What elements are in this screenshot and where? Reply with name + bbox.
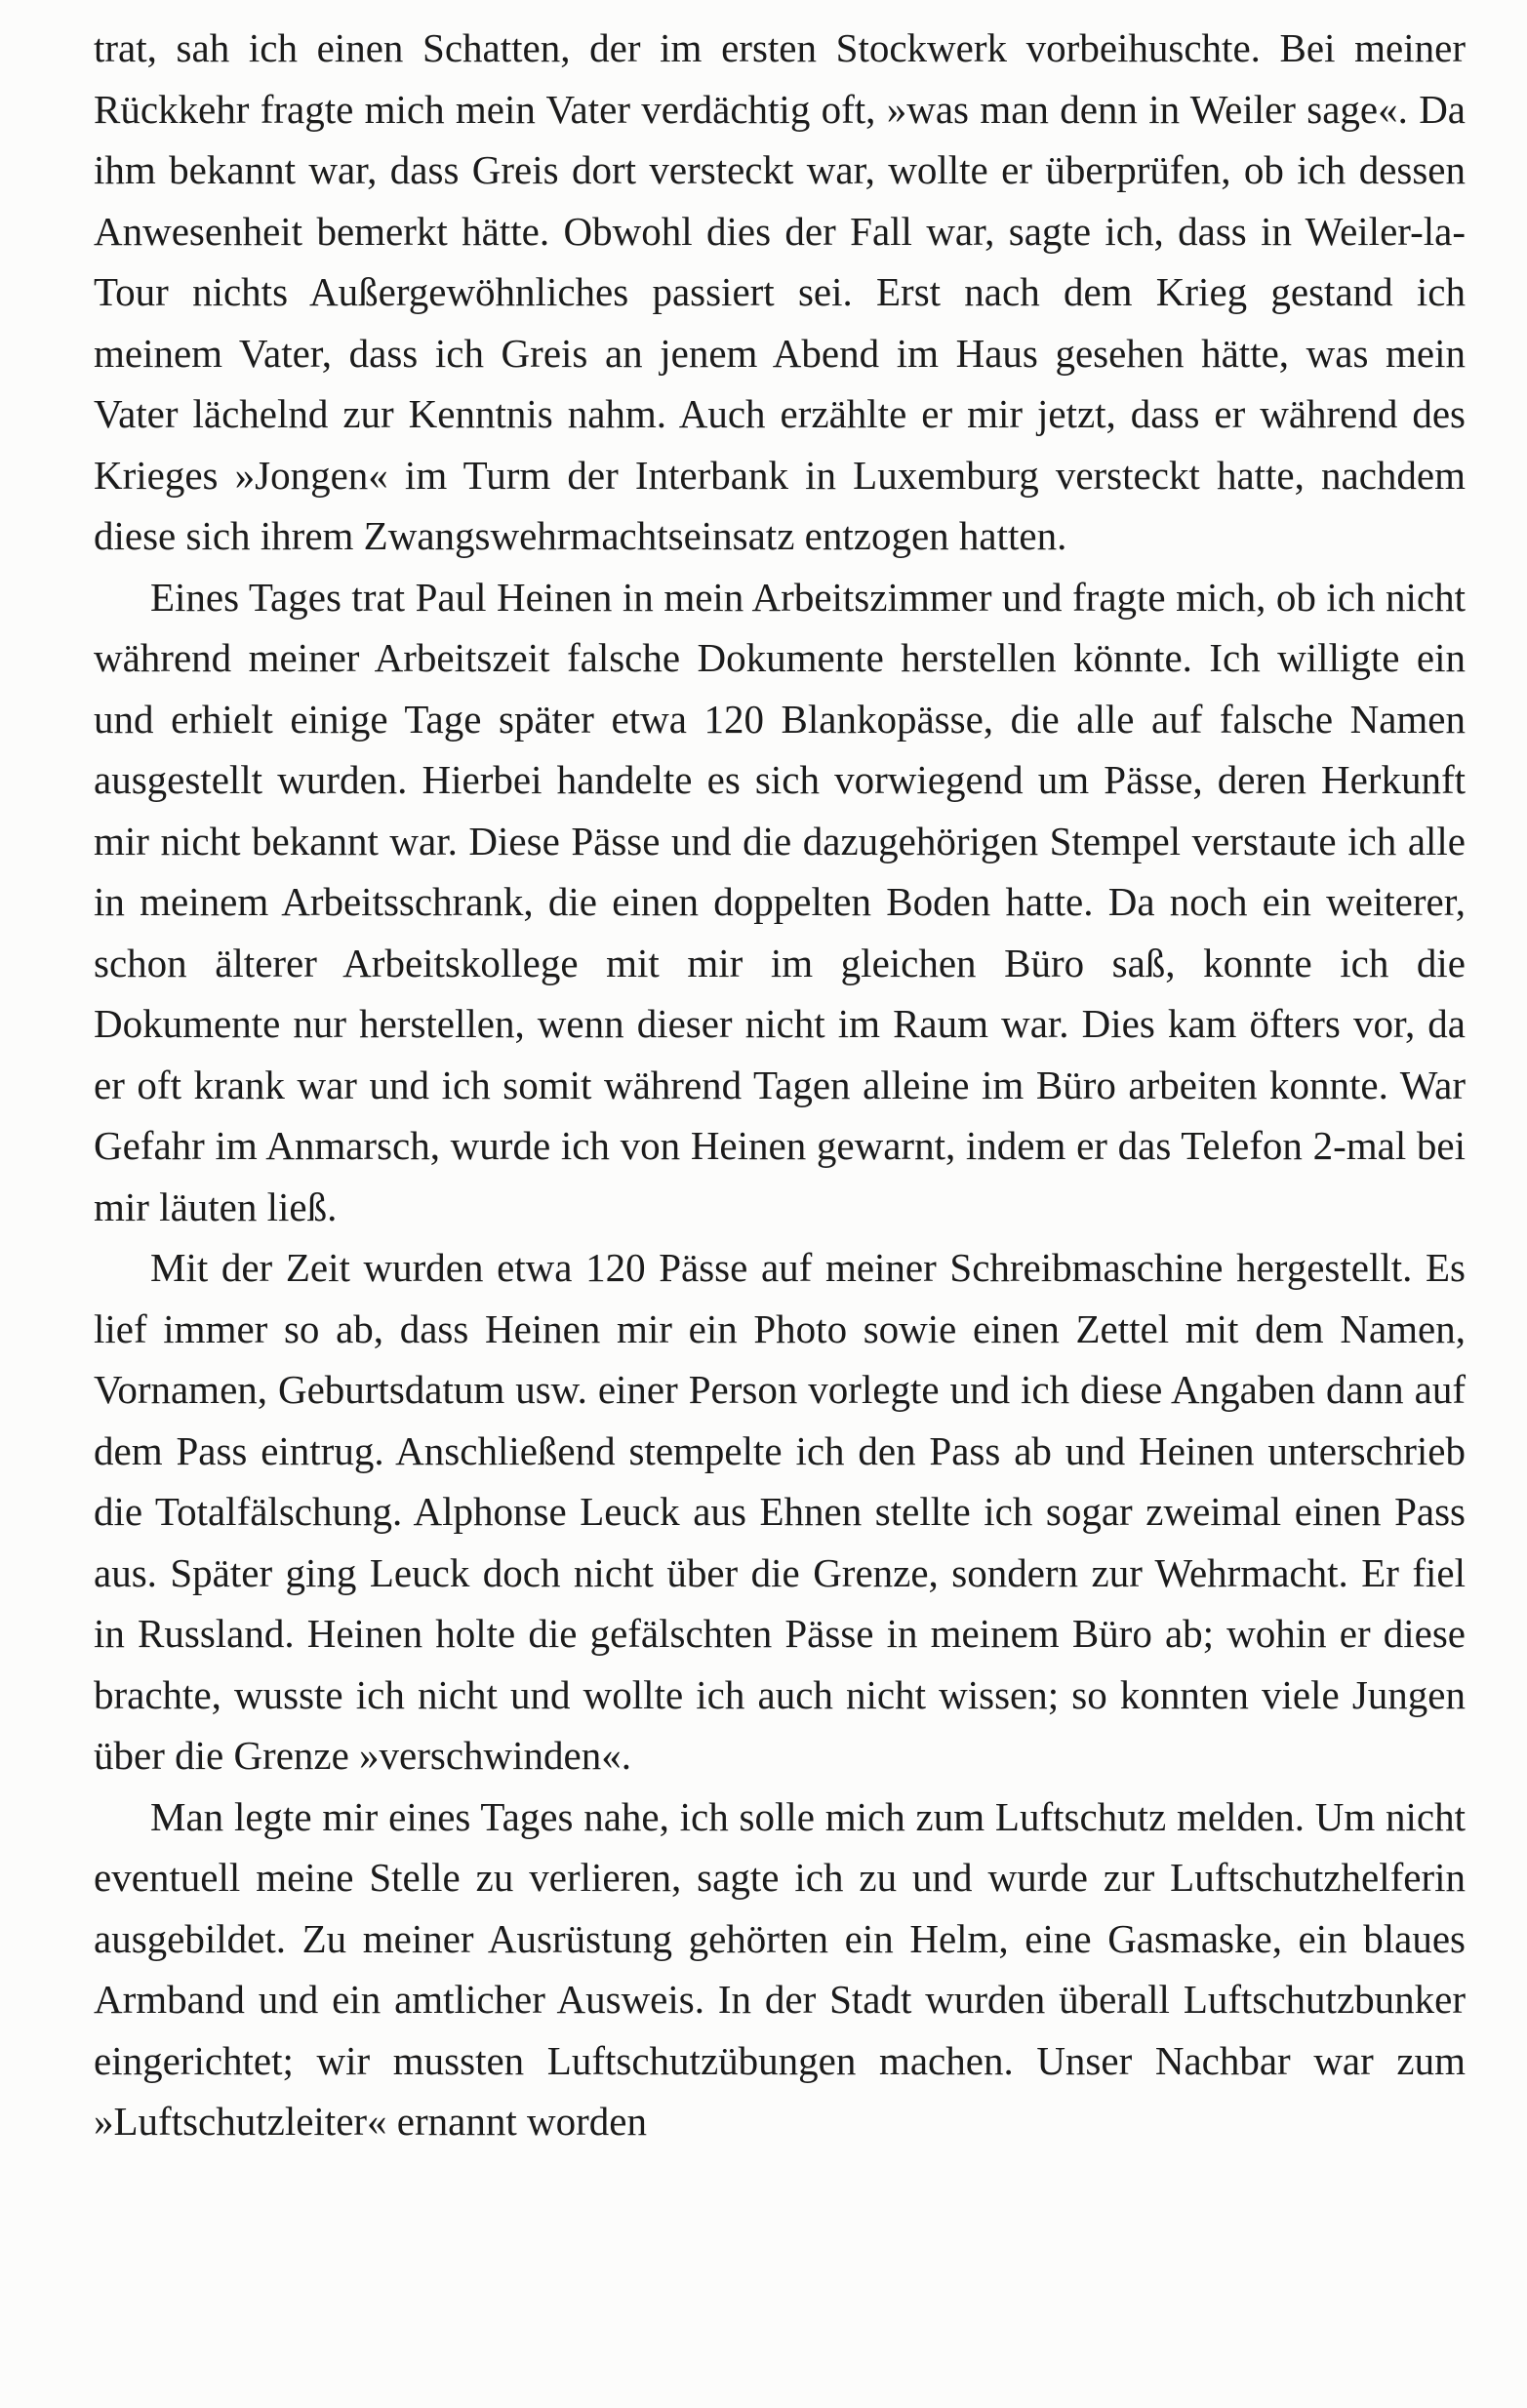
- paragraph-2: Eines Tages trat Paul Heinen in mein Arbeitszimmer und fragte mich, ob ich nicht während meiner Arbeitszeit falsche Dokumente herstellen könnte. Ich willigte ein und erhielt einige Tage später etwa 120 Blankopässe, die alle auf falsche Namen ausgestellt wurden. Hierbei handelte es sich vorwiegend um Pässe, deren Herkunft mir nicht bekannt war. Diese Pässe und die dazugehörigen Stempel verstaute ich alle in meinem Arbeitsschrank, die einen doppelten Boden hatte. Da noch ein weiterer, schon älterer Arbeitskollege mit mir im gleichen Büro saß, konnte ich die Dokumente nur herstellen, wenn dieser nicht im Raum war. Dies kam öfters vor, da er oft krank war und ich somit während Tagen alleine im Büro arbeiten konnte. War Gefahr im Anmarsch, wurde ich von Heinen gewarnt, indem er das Telefon 2-mal bei mir läuten ließ.: [94, 574, 1466, 1229]
- paragraph-1: trat, sah ich einen Schatten, der im ersten Stockwerk vorbeihuschte. Bei meiner Rückkehr fragte mich mein Vater verdächtig oft, »was man denn in Weiler sage«. Da ihm bekannt war, dass Greis dort versteckt war, wollte er überprüfen, ob ich dessen Anwesenheit bemerkt hätte. Obwohl dies der Fall war, sagte ich, dass in Weiler-la-Tour nichts Außergewöhnliches passiert sei. Erst nach dem Krieg gestand ich meinem Vater, dass ich Greis an jenem Abend im Haus gesehen hätte, was mein Vater lächelnd zur Kenntnis nahm. Auch erzählte er mir jetzt, dass er während des Krieges »Jongen« im Turm der Interbank in Luxemburg versteckt hatte, nachdem diese sich ihrem Zwangswehrmachtseinsatz entzogen hatten.: [94, 25, 1466, 558]
- body-text: [94, 18, 1466, 2152]
- paragraph-3: Mit der Zeit wurden etwa 120 Pässe auf meiner Schreibmaschine hergestellt. Es lief immer so ab, dass Heinen mir ein Photo sowie einen Zettel mit dem Namen, Vornamen, Geburtsdatum usw. einer Person vorlegte und ich diese Angaben dann auf dem Pass eintrug. Anschließend stempelte ich den Pass ab und Heinen unterschrieb die Totalfälschung. Alphonse Leuck aus Ehnen stellte ich sogar zweimal einen Pass aus. Später ging Leuck doch nicht über die Grenze, sondern zur Wehrmacht. Er fiel in Russland. Heinen holte die gefälschten Pässe in meinem Büro ab; wohin er diese brachte, wusste ich nicht und wollte ich auch nicht wissen; so konnten viele Jungen über die Grenze »verschwinden«.: [94, 1245, 1466, 1778]
- paragraph-4: Man legte mir eines Tages nahe, ich solle mich zum Luftschutz melden. Um nicht eventuell meine Stelle zu verlieren, sagte ich zu und wurde zur Luftschutzhelferin ausgebildet. Zu meiner Ausrüstung gehörten ein Helm, eine Gasmaske, ein blaues Armband und ein amtlicher Ausweis. In der Stadt wurden überall Luftschutzbunker eingerichtet; wir mussten Luftschutzübungen machen. Unser Nachbar war zum »Luftschutzleiter« ernannt worden: [94, 1793, 1466, 2144]
